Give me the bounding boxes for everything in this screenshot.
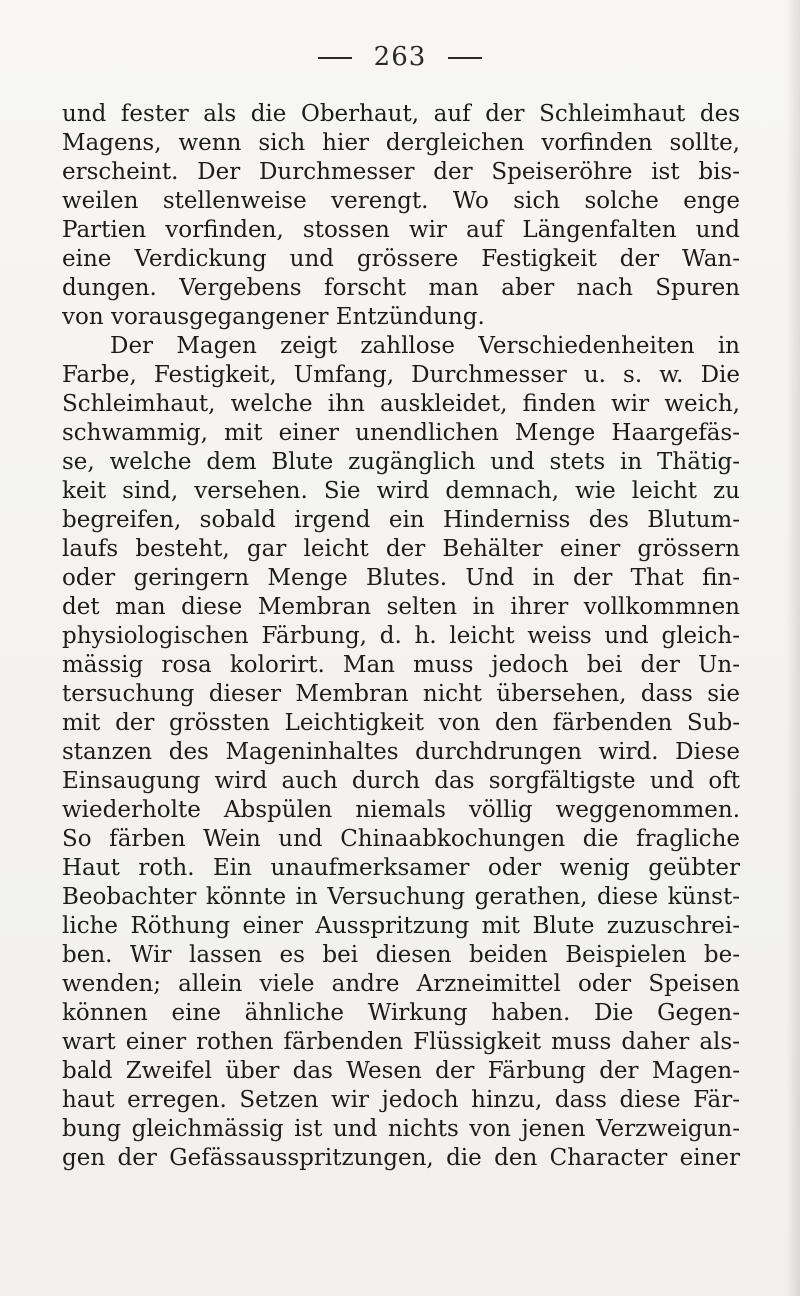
page-number: 263 (373, 42, 427, 72)
text-line: dungen. Vergebens forscht man aber nach Spuren (62, 275, 740, 301)
text-line: Einsaugung wird auch durch das sorgfältigste und oft (62, 768, 740, 794)
text-line: Farbe, Festigkeit, Umfang, Durchmesser u. s. w. Die (62, 362, 740, 388)
text-line: physiologischen Färbung, d. h. leicht weiss und gleich- (62, 623, 740, 649)
text-line-paragraph-start: Der Magen zeigt zahllose Verschiedenheiten in (110, 333, 740, 359)
body-text (62, 100, 740, 1173)
text-line: stanzen des Mageninhaltes durchdrungen wird. Diese (62, 739, 740, 765)
text-line: schwammig, mit einer unendlichen Menge Haargefäs- (62, 420, 740, 446)
text-line: det man diese Membran selten in ihrer vollkommnen (62, 594, 740, 620)
text-line: se, welche dem Blute zugänglich und stets in Thätig- (62, 449, 740, 475)
text-line: bald Zweifel über das Wesen der Färbung der Magen- (62, 1058, 740, 1084)
text-line: Schleimhaut, welche ihn auskleidet, finden wir weich, (62, 391, 740, 417)
text-line: weilen stellenweise verengt. Wo sich solche enge (62, 188, 740, 214)
text-line: mässig rosa kolorirt. Man muss jedoch bei der Un- (62, 652, 740, 678)
text-line: können eine ähnliche Wirkung haben. Die Gegen- (62, 1000, 740, 1026)
text-line: wart einer rothen färbenden Flüssigkeit muss daher als- (62, 1029, 740, 1055)
text-line: begreifen, sobald irgend ein Hinderniss des Blutum- (62, 507, 740, 533)
text-line: ben. Wir lassen es bei diesen beiden Beispielen be- (62, 942, 740, 968)
page-edge-shadow (786, 0, 800, 1296)
text-line: Beobachter könnte in Versuchung gerathen, diese künst- (62, 884, 740, 910)
header-dash-left (318, 57, 352, 59)
text-line: Magens, wenn sich hier dergleichen vorfinden sollte, (62, 130, 740, 156)
text-line: keit sind, versehen. Sie wird demnach, wie leicht zu (62, 478, 740, 504)
text-line: haut erregen. Setzen wir jedoch hinzu, dass diese Fär- (62, 1087, 740, 1113)
header-dash-right (448, 57, 482, 59)
text-line: mit der grössten Leichtigkeit von den färbenden Sub- (62, 710, 740, 736)
text-line: liche Röthung einer Ausspritzung mit Blute zuzuschrei- (62, 913, 740, 939)
text-line: oder geringern Menge Blutes. Und in der That fin- (62, 565, 740, 591)
running-head (0, 42, 800, 72)
text-line: von vorausgegangener Entzündung. (62, 304, 485, 330)
text-line: Partien vorfinden, stossen wir auf Längenfalten und (62, 217, 740, 243)
text-line: gen der Gefässausspritzungen, die den Character einer (62, 1145, 740, 1171)
text-line: wiederholte Abspülen niemals völlig weggenommen. (62, 797, 740, 823)
text-line: erscheint. Der Durchmesser der Speiseröhre ist bis- (62, 159, 740, 185)
text-line: laufs besteht, gar leicht der Behälter einer grössern (62, 536, 740, 562)
text-line: und fester als die Oberhaut, auf der Schleimhaut des (62, 101, 740, 127)
text-line: Haut roth. Ein unaufmerksamer oder wenig geübter (62, 855, 740, 881)
text-line: eine Verdickung und grössere Festigkeit der Wan- (62, 246, 740, 272)
text-line: bung gleichmässig ist und nichts von jenen Verzweigun- (62, 1116, 740, 1142)
text-line: So färben Wein und Chinaabkochungen die fragliche (62, 826, 740, 852)
text-line: tersuchung dieser Membran nicht übersehen, dass sie (62, 681, 740, 707)
text-line: wenden; allein viele andre Arzneimittel oder Speisen (62, 971, 740, 997)
